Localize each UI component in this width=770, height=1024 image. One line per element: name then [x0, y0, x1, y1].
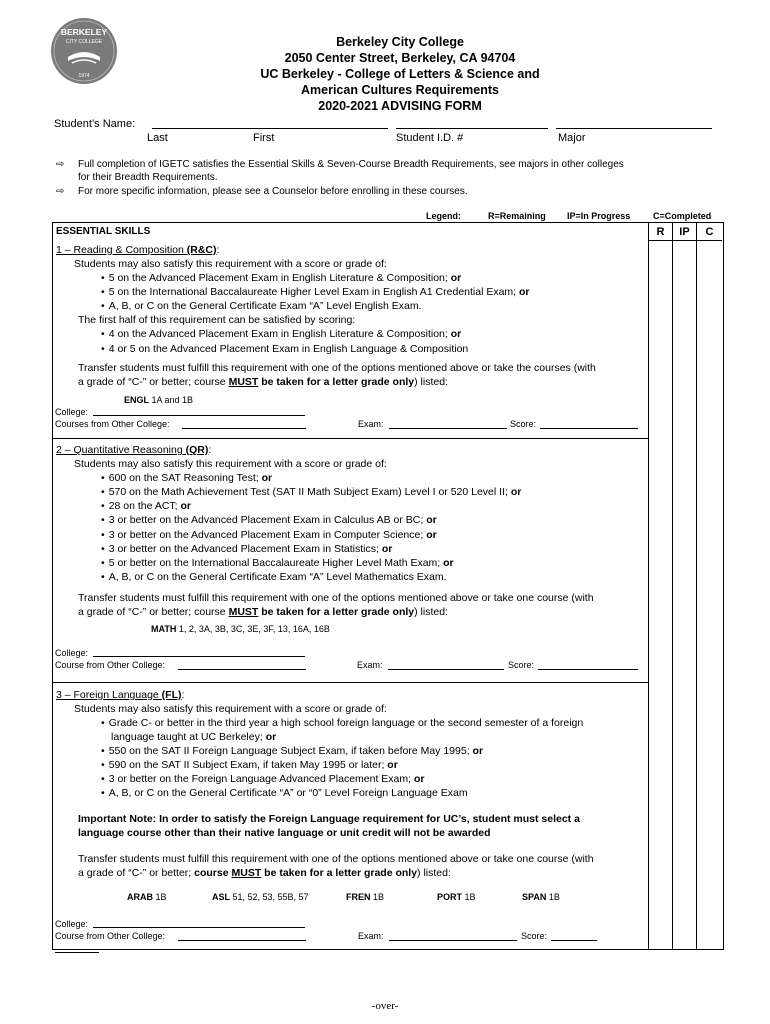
qr-bullet-1: • 600 on the SAT Reasoning Test; or: [101, 471, 272, 485]
rc-half-note: The first half of this requirement can be satisfied by scoring:: [78, 314, 356, 326]
essential-skills-heading: ESSENTIAL SKILLS: [56, 226, 151, 237]
fl-transfer-line1: Transfer students must fulfill this requirement with one of the options mentioned above or take one course (with: [78, 853, 594, 865]
first-name-caption: First: [253, 132, 275, 144]
rc-transfer-line1: Transfer students must fulfill this requirement with one of the options mentioned above or take the courses (with: [78, 362, 596, 374]
qr-bullet-6: • 3 or better on the Advanced Placement Exam in Statistics; or: [101, 542, 392, 556]
fl-bullet-1-cont: language taught at UC Berkeley; or: [111, 731, 277, 743]
rc-other-college-field[interactable]: [182, 428, 306, 429]
fl-exam-label: Exam:: [358, 931, 384, 941]
legend-label: Legend:: [426, 211, 461, 221]
rc-exam-label: Exam:: [358, 419, 384, 429]
rc-exam-field[interactable]: [389, 428, 507, 429]
qr-bullet-7: • 5 or better on the International Baccalaureate Higher Level Math Exam; or: [101, 556, 454, 570]
rc-college-field[interactable]: [93, 415, 305, 416]
header-address: 2050 Center Street, Berkeley, CA 94704: [284, 51, 516, 65]
note-igetc-line2: for their Breadth Requirements.: [78, 172, 218, 183]
qr-bullet-2: • 570 on the Math Achievement Test (SAT II Math Subject Exam) Level I or 520 Level II; or: [101, 485, 521, 499]
rc-score-label: Score:: [510, 419, 537, 429]
header-requirements: American Cultures Requirements: [301, 83, 499, 97]
qr-bullet-5: • 3 or better on the Advanced Placement Exam in Computer Science; or: [101, 528, 437, 542]
rc-bullet-4: • 4 on the Advanced Placement Exam in English Literature & Composition; or: [101, 327, 461, 341]
qr-bullet-8: • A, B, or C on the General Certificate Exam “A” Level Mathematics Exam.: [101, 570, 447, 584]
note-igetc-line1: Full completion of IGETC satisfies the Essential Skills & Seven-Course Breadth Requirements, see majors in other colleges: [78, 159, 624, 170]
header-college-name: Berkeley City College: [336, 35, 464, 49]
page-footer-over: -over-: [371, 1000, 399, 1012]
qr-bullet-4: • 3 or better on the Advanced Placement Exam in Calculus AB or BC; or: [101, 513, 437, 527]
qr-bullet-3: • 28 on the ACT; or: [101, 499, 191, 513]
qr-other-college-field[interactable]: [178, 669, 306, 670]
major-field[interactable]: [556, 128, 712, 129]
qr-score-label: Score:: [508, 660, 535, 670]
rc-bullet-2: • 5 on the International Baccalaureate Higher Level Exam in English A1 Credential Exam; or: [101, 285, 530, 299]
rc-in-progress-cell[interactable]: [673, 241, 696, 438]
rc-transfer-line2: a grade of “C-” or better; course MUST be taken for a letter grade only) listed:: [78, 376, 448, 388]
logo-text-year: 1974: [78, 73, 90, 79]
arrow-icon: ⇨: [56, 159, 65, 170]
column-remaining: R: [656, 226, 665, 238]
rc-other-college-label: Courses from Other College:: [55, 419, 170, 429]
rc-score-field[interactable]: [540, 428, 638, 429]
fl-other-college-label: Course from Other College:: [55, 931, 166, 941]
qr-college-label: College:: [55, 648, 89, 658]
rc-title: 1 – Reading & Composition (R&C):: [56, 244, 220, 256]
fl-important-note-line1: Important Note: In order to satisfy the Foreign Language requirement for UC’s, student must select a: [78, 813, 580, 825]
column-in-progress: IP: [679, 226, 690, 238]
fl-other-college-field[interactable]: [178, 940, 306, 941]
fl-score-field-continued[interactable]: [55, 952, 99, 953]
fl-course-fren: FREN 1B: [346, 892, 385, 902]
fl-course-port: PORT 1B: [437, 892, 476, 902]
last-name-caption: Last: [147, 132, 168, 144]
logo-text-berkeley: BERKELEY: [60, 27, 108, 37]
student-name-label: Student’s Name:: [54, 118, 136, 130]
qr-college-field[interactable]: [93, 656, 305, 657]
qr-transfer-line1: Transfer students must fulfill this requirement with one of the options mentioned above or take one course (with: [78, 592, 594, 604]
student-name-field[interactable]: [152, 128, 388, 129]
header-form-title: 2020-2021 ADVISING FORM: [318, 99, 482, 113]
fl-bullet-5: • A, B, or C on the General Certificate “A” or “0” Level Foreign Language Exam: [101, 786, 468, 800]
fl-course-arab: ARAB 1B: [127, 892, 167, 902]
fl-bullet-3: • 590 on the SAT II Subject Exam, if taken May 1995 or later; or: [101, 758, 398, 772]
fl-bullet-1: • Grade C- or better in the third year a high school foreign language or the second semester of a foreign: [101, 716, 583, 730]
qr-exam-label: Exam:: [357, 660, 383, 670]
header-uc-college: UC Berkeley - College of Letters & Science and: [260, 67, 540, 81]
qr-score-field[interactable]: [538, 669, 638, 670]
logo-text-city-college: CITY COLLEGE: [65, 39, 103, 45]
major-caption: Major: [558, 132, 586, 144]
rc-college-label: College:: [55, 407, 89, 417]
rc-course-list: ENGL 1A and 1B: [124, 395, 194, 405]
fl-important-note-line2: language course other than their native language or unit credit will not be awarded: [78, 827, 491, 839]
rc-bullet-3: • A, B, or C on the General Certificate Exam “A” Level English Exam.: [101, 299, 421, 313]
qr-other-college-label: Course from Other College:: [55, 660, 166, 670]
qr-exam-field[interactable]: [388, 669, 504, 670]
rc-remaining-cell[interactable]: [649, 241, 672, 438]
fl-intro: Students may also satisfy this requirement with a score or grade of:: [74, 703, 387, 715]
qr-transfer-line2: a grade of “C-” or better; course MUST be taken for a letter grade only) listed:: [78, 606, 448, 618]
student-id-field[interactable]: [396, 128, 548, 129]
legend-remaining: R=Remaining: [488, 211, 546, 221]
fl-bullet-4: • 3 or better on the Foreign Language Advanced Placement Exam; or: [101, 772, 424, 786]
column-completed: C: [705, 226, 714, 238]
fl-score-field[interactable]: [551, 940, 597, 941]
fl-bullet-2: • 550 on the SAT II Foreign Language Subject Exam, if taken before May 1995; or: [101, 744, 483, 758]
rc-bullet-1: • 5 on the Advanced Placement Exam in English Literature & Composition; or: [101, 271, 461, 285]
rc-completed-cell[interactable]: [697, 241, 722, 438]
rc-bullet-5: • 4 or 5 on the Advanced Placement Exam in English Language & Composition: [101, 342, 468, 356]
arrow-icon: ⇨: [56, 186, 65, 197]
qr-title: 2 – Quantitative Reasoning (QR):: [56, 444, 212, 456]
fl-exam-field[interactable]: [389, 940, 517, 941]
student-id-caption: Student I.D. #: [396, 132, 464, 144]
fl-transfer-line2: a grade of “C-” or better; course MUST be taken for a letter grade only) listed:: [78, 867, 451, 879]
fl-title: 3 – Foreign Language (FL):: [56, 689, 185, 701]
qr-course-list: MATH 1, 2, 3A, 3B, 3C, 3E, 3F, 13, 16A, 16B: [151, 624, 330, 634]
fl-college-field[interactable]: [93, 927, 305, 928]
fl-course-asl: ASL 51, 52, 53, 55B, 57: [212, 892, 309, 902]
qr-intro: Students may also satisfy this requirement with a score or grade of:: [74, 458, 387, 470]
fl-score-label: Score:: [521, 931, 548, 941]
note-counselor: For more specific information, please see a Counselor before enrolling in these courses.: [78, 186, 468, 197]
berkeley-city-college-logo: [50, 17, 118, 85]
fl-course-span: SPAN 1B: [522, 892, 560, 902]
fl-college-label: College:: [55, 919, 89, 929]
legend-in-progress: IP=In Progress: [567, 211, 631, 221]
rc-intro: Students may also satisfy this requirement with a score or grade of:: [74, 258, 387, 270]
legend-completed: C=Completed: [653, 211, 712, 221]
